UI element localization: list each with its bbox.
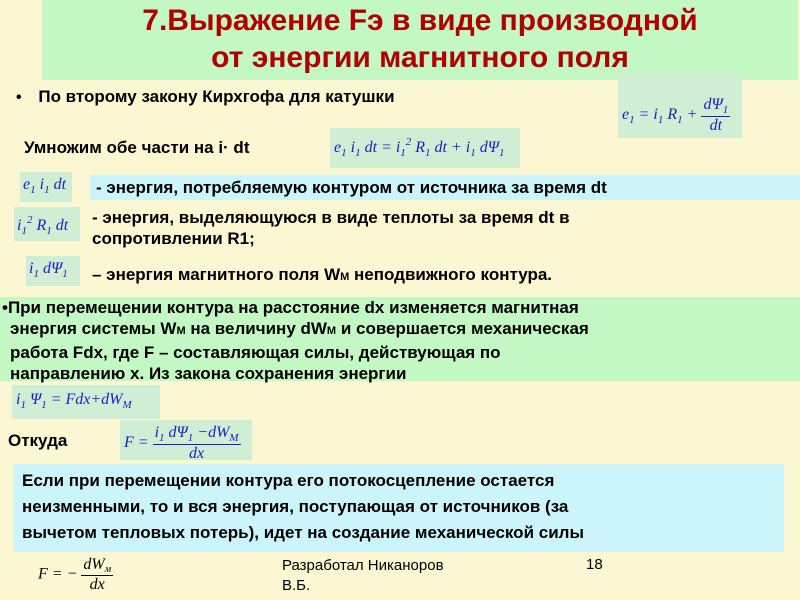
formula-sub: 1 bbox=[46, 225, 52, 237]
formula-fraction bbox=[701, 96, 730, 135]
formula-numerator: dW bbox=[83, 556, 105, 573]
formula-symbol: + bbox=[451, 139, 462, 156]
formula-symbol: i bbox=[465, 139, 471, 156]
formula-sub: 1 bbox=[425, 147, 431, 159]
formula-symbol: i bbox=[16, 391, 21, 408]
formula-sub: 1 bbox=[44, 184, 50, 196]
formula-sup: 2 bbox=[26, 214, 33, 226]
formula-symbol: F bbox=[38, 565, 48, 583]
formula-symbol: dt bbox=[364, 139, 378, 156]
formula-symbol: = bbox=[638, 106, 650, 124]
formula-force bbox=[120, 420, 252, 460]
formula-sub: 1 bbox=[657, 114, 664, 127]
formula-sub: м bbox=[104, 564, 112, 575]
paragraph-line-4: направлению x. Из закона сохранения энергии bbox=[10, 364, 407, 383]
formula-fraction bbox=[81, 556, 113, 594]
formula-sub: 1 bbox=[21, 225, 27, 237]
energy-source-label: - энергия, потребляемую контуром от источника за время dt bbox=[96, 178, 607, 197]
paragraph-sub-2: M bbox=[326, 325, 337, 337]
paragraph-line-1: При перемещении контура на расстояние dx изменяется магнитная bbox=[7, 298, 579, 317]
formula-symbol: −dW bbox=[197, 424, 230, 441]
formula-sub: 1 bbox=[20, 399, 26, 411]
formula-symbol: dΨ bbox=[42, 260, 63, 277]
energy-heat-line-2: сопротивлении R1; bbox=[92, 229, 255, 248]
formula-kirchhoff bbox=[618, 74, 742, 138]
formula-symbol: dΨ bbox=[479, 139, 499, 156]
formula-symbol: F bbox=[124, 434, 134, 452]
formula-symbol: + bbox=[686, 106, 698, 124]
paragraph-line-2b: на величину dW bbox=[185, 319, 327, 338]
energy-heat-line-1: - энергия, выделяющуюся в виде теплоты за время dt в bbox=[92, 208, 570, 227]
formula-symbol: R bbox=[36, 217, 47, 234]
bullet-marker: • bbox=[16, 89, 22, 106]
formula-symbol: i bbox=[653, 106, 658, 124]
formula-sub: 1 bbox=[41, 399, 47, 411]
paragraph-line-2a: энергия системы W bbox=[10, 319, 177, 338]
formula-symbol: e bbox=[23, 176, 31, 193]
energy-heat-text bbox=[92, 207, 570, 249]
formula-sub: 1 bbox=[677, 114, 683, 127]
formula-symbol: i bbox=[17, 217, 22, 234]
formula-fraction bbox=[153, 424, 241, 460]
footer-author-line-2: В.Б. bbox=[282, 577, 311, 594]
page-title bbox=[42, 2, 798, 76]
formula-symbol: = bbox=[50, 391, 62, 408]
formula-symbol: i bbox=[154, 424, 160, 441]
footer-author-line-1: Разработал Никаноров bbox=[282, 557, 444, 574]
formula-symbol: i bbox=[395, 139, 401, 156]
title-line-1: 7.Выражение Fэ в виде производной bbox=[142, 4, 698, 37]
formula-symbol: dt bbox=[53, 176, 67, 193]
formula-multiplied bbox=[330, 128, 520, 168]
formula-sub: 1 bbox=[499, 147, 505, 159]
energy-field-label: – энергия магнитного поля W bbox=[92, 265, 341, 284]
formula-symbol: i bbox=[29, 260, 34, 277]
paragraph-sub-1: M bbox=[176, 325, 186, 337]
formula-symbol: dΨ bbox=[168, 424, 188, 441]
formula-sub: M bbox=[122, 399, 132, 411]
formula-sub: 1 bbox=[400, 147, 406, 159]
formula-symbol: = bbox=[381, 139, 392, 156]
conclusion-line-2: неизменными, то и вся энергия, поступающая от источников (за bbox=[22, 497, 569, 516]
title-line-2: от энергии магнитного поля bbox=[211, 41, 629, 74]
paragraph-displacement bbox=[0, 297, 800, 381]
multiply-text: Умножим обе части на i· dt bbox=[24, 138, 250, 157]
formula-symbol: = bbox=[51, 565, 63, 583]
formula-symbol: e bbox=[622, 106, 630, 124]
formula-symbol: Fdx+dW bbox=[65, 391, 123, 408]
formula-symbol: = bbox=[137, 434, 149, 452]
page-number: 18 bbox=[586, 556, 603, 573]
formula-i2-r-dt bbox=[14, 207, 80, 241]
footer-author bbox=[282, 556, 444, 596]
bullet-kirchhoff-text: По второму закону Кирхгофа для катушки bbox=[38, 87, 395, 106]
formula-symbol: i bbox=[39, 176, 45, 193]
formula-sub: 1 bbox=[722, 104, 729, 116]
formula-denominator: dt bbox=[709, 117, 723, 134]
formula-sub: 1 bbox=[355, 147, 361, 159]
formula-sub: 1 bbox=[470, 147, 476, 159]
formula-sup: 2 bbox=[405, 136, 412, 148]
formula-symbol: R bbox=[667, 106, 678, 124]
formula-final bbox=[38, 556, 113, 594]
formula-denominator: dx bbox=[189, 445, 205, 460]
energy-field-text bbox=[92, 264, 552, 288]
formula-numerator: dΨ bbox=[703, 96, 723, 113]
formula-symbol: dt bbox=[55, 217, 69, 234]
formula-sub: 1 bbox=[341, 147, 347, 159]
formula-symbol: i bbox=[350, 139, 356, 156]
formula-e-i-dt bbox=[20, 172, 72, 202]
energy-field-sub: M bbox=[340, 271, 350, 283]
conclusion-line-3: вычетом тепловых потерь), идет на создание механической силы bbox=[22, 523, 584, 542]
formula-symbol: Ψ bbox=[29, 391, 42, 408]
formula-sub: 1 bbox=[187, 432, 194, 444]
formula-symbol: R bbox=[415, 139, 426, 156]
energy-field-rest: неподвижного контура. bbox=[349, 265, 553, 284]
formula-denominator: dx bbox=[89, 576, 105, 593]
whence-text: Откуда bbox=[8, 431, 68, 450]
conclusion-line-1: Если при перемещении контура его потокосцепление остается bbox=[22, 471, 555, 490]
conclusion-box bbox=[14, 464, 784, 552]
formula-sub: 1 bbox=[629, 114, 635, 127]
formula-symbol: dt bbox=[434, 139, 447, 156]
energy-source-text bbox=[90, 175, 800, 200]
formula-conservation bbox=[12, 385, 160, 419]
formula-symbol: − bbox=[66, 565, 78, 583]
formula-sub: M bbox=[229, 432, 239, 444]
formula-sub: 1 bbox=[33, 268, 39, 280]
formula-sub: 1 bbox=[30, 184, 36, 196]
formula-symbol: e bbox=[334, 139, 342, 156]
formula-i-dpsi bbox=[26, 256, 80, 286]
bullet-kirchhoff bbox=[16, 86, 395, 108]
formula-sub: 1 bbox=[159, 432, 165, 444]
formula-sub: 1 bbox=[62, 268, 68, 280]
paragraph-line-2c: и совершается механическая bbox=[336, 319, 589, 338]
paragraph-bullet: • bbox=[2, 298, 8, 317]
paragraph-line-3: работа Fdx, где F – составляющая силы, действующая по bbox=[10, 343, 501, 362]
